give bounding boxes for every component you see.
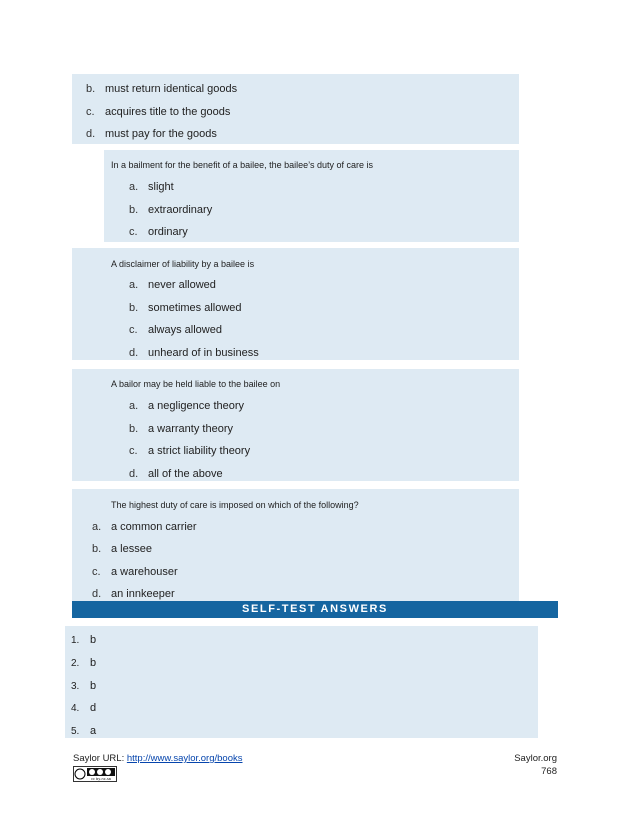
footer-url: [73, 753, 243, 765]
q5-option-c: c. a warehouser: [92, 566, 178, 578]
answer-2: 2. b: [71, 657, 97, 669]
q5-option-b: b. a lessee: [92, 543, 152, 555]
q4-option-c: c. a strict liability theory: [129, 445, 251, 457]
q1-option-b: b. must return identical goods: [86, 83, 238, 95]
saylor-books-link[interactable]: http://www.saylor.org/books: [126, 753, 243, 764]
q4-option-b: b. a warranty theory: [129, 423, 233, 435]
q4-stem: A bailor may be held liable to the bailee on: [111, 379, 281, 389]
answer-4: 4. d: [71, 702, 97, 714]
q3-option-a: a. never allowed: [129, 279, 216, 291]
q2-option-c: c. ordinary: [129, 226, 188, 238]
q3-stem: A disclaimer of liability by a bailee is: [111, 259, 255, 269]
q3-option-c: c. always allowed: [129, 324, 222, 336]
self-test-answers-heading: SELF-TEST ANSWERS: [72, 601, 558, 618]
q5-option-d: d. an innkeeper: [92, 588, 175, 600]
answer-5: 5. a: [71, 725, 97, 737]
cc-license-icon: [73, 766, 117, 782]
q2-stem: In a bailment for the benefit of a bailee, the bailee’s duty of care is: [111, 160, 373, 170]
q4-option-a: a. a negligence theory: [129, 400, 245, 412]
q2-option-b: b. extraordinary: [129, 204, 213, 216]
answers-box: [65, 626, 538, 738]
q4-option-d: d. all of the above: [129, 468, 223, 480]
q3-option-d: d. unheard of in business: [129, 347, 259, 359]
q2-option-a: a. slight: [129, 181, 174, 193]
q1-option-d: d. must pay for the goods: [86, 128, 217, 140]
cc-badge-text: cc by-nc-sa: [91, 777, 111, 781]
cc-badge-graphic: [74, 767, 116, 781]
answer-3: 3. b: [71, 680, 97, 692]
answer-1: 1. b: [71, 634, 97, 646]
footer-url-label: Saylor URL:: [73, 753, 127, 764]
q5-stem: The highest duty of care is imposed on which of the following?: [111, 500, 359, 510]
q5-option-a: a. a common carrier: [92, 521, 197, 533]
q1-option-c: c. acquires title to the goods: [86, 106, 231, 118]
footer-page-number: 768: [541, 766, 557, 777]
q3-option-b: b. sometimes allowed: [129, 302, 242, 314]
footer-site: Saylor.org: [514, 753, 557, 764]
